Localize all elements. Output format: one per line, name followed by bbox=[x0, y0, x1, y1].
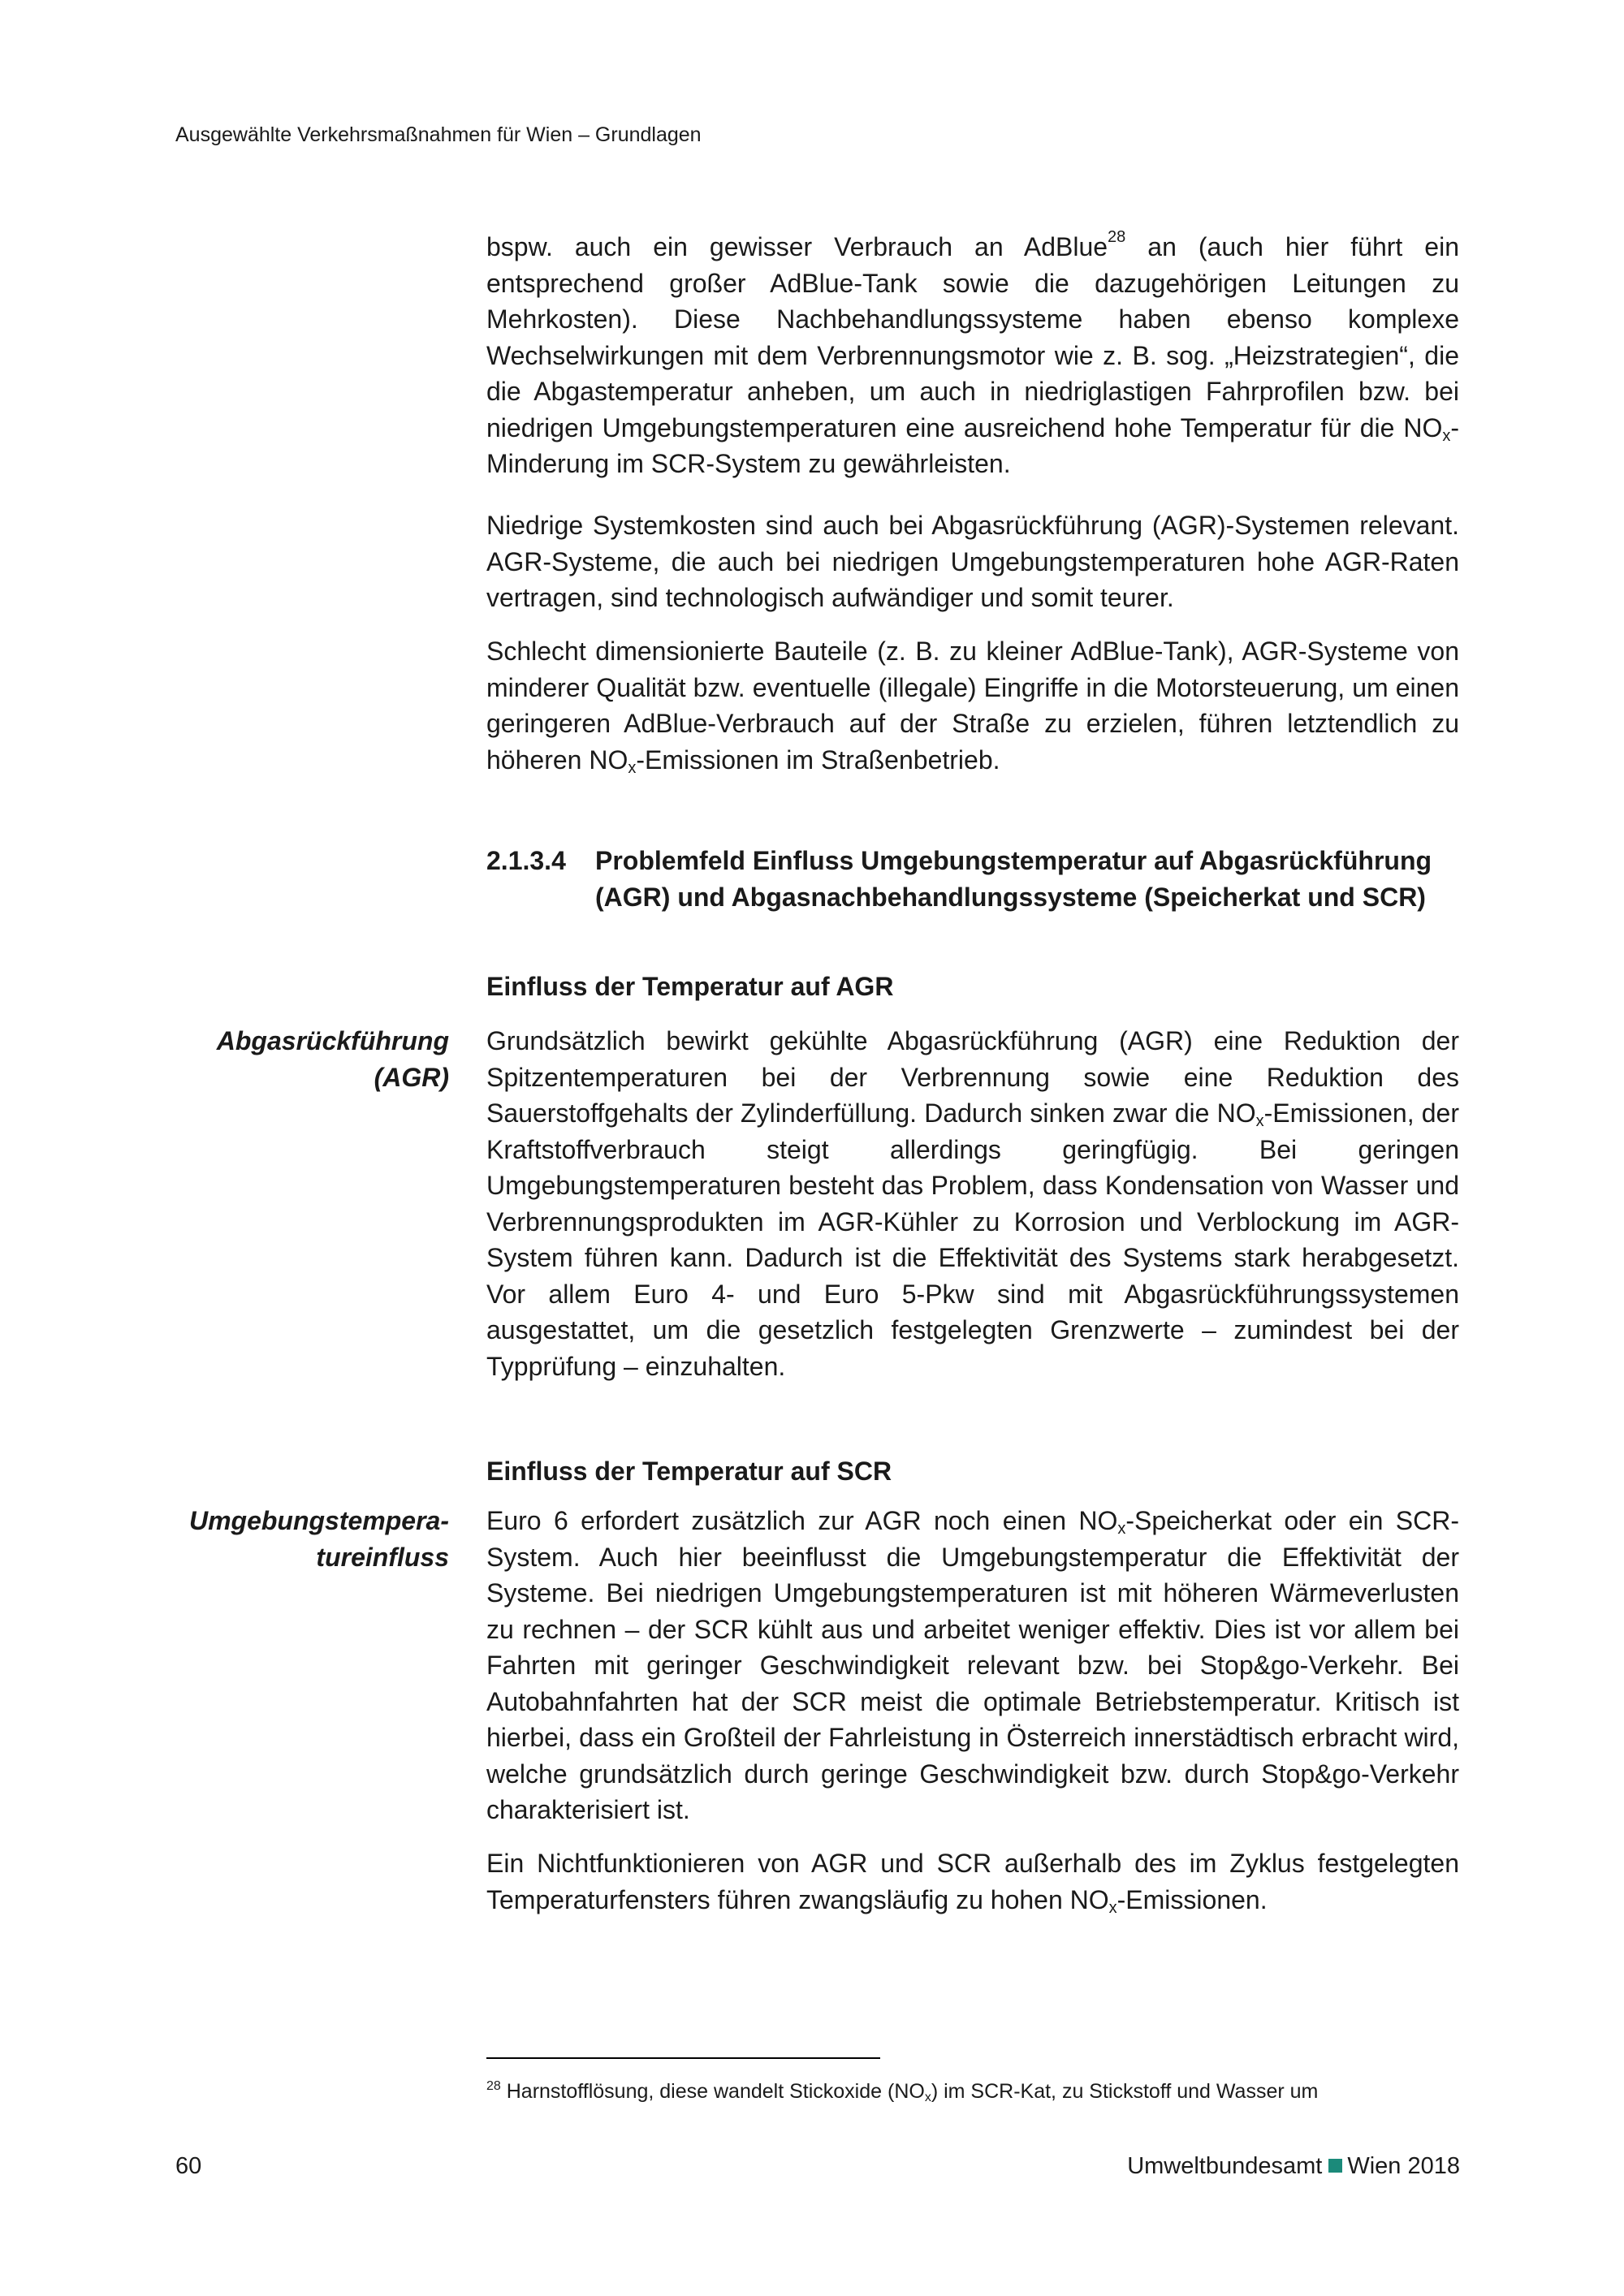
publisher-name: Umweltbundesamt bbox=[1127, 2153, 1323, 2179]
paragraph-4: Grundsätzlich bewirkt gekühlte Abgasrückführung (AGR) eine Reduktion der Spitzentemperaturen bei der Verbrennung sowie eine Reduktion des Sauerstoffgehalts der Zylinderfüllung. Dadurch sinken zwar die $NO_x$-Emissionen, der Kraftstoffverbrauch steigt allerdings geringfügig. Bei geringen Umgebungstemperaturen besteht das Problem, dass Kondensation von Wasser und Verbrennungsprodukten im AGR-Kühler zu Korrosion und Verblockung im AGR-System führen kann. Dadurch ist die Effektivität des Systems stark herabgesetzt. Vor allem Euro 4- und Euro 5-Pkw sind mit Abgasrückführungssystemen ausgestattet, um die gesetzlich festgelegten Grenzwerte – zumindest bei der Typprüfung – einzuhalten. bbox=[486, 1026, 1460, 1381]
paragraph-5: Euro 6 erfordert zusätzlich zur AGR noch einen $NO_x$-Speicherkat oder ein SCR-System. Auch hier beeinflusst die Umgebungstemperatur die Effektivität der Systeme. Bei niedrigen Umgebungstemperaturen ist mit höheren Wärmeverlusten zu rechnen – der SCR kühlt aus und arbeitet weniger effektiv. Dies ist vor allem bei Fahrten mit geringer Geschwindigkeit relevant bzw. bei Stop&go-Verkehr. Bei Autobahnfahrten hat der SCR meist die optimale Betriebstemperatur. Kritisch ist hierbei, dass ein Großteil der Fahrleistung in Österreich innerstädtisch erbracht wird, welche grundsätzlich durch geringe Geschwindigkeit bzw. durch Stop&go-Verkehr charakterisiert ist. bbox=[486, 1506, 1460, 1824]
section-number: 2.1.3.4 bbox=[486, 846, 566, 875]
paragraph-6: Ein Nichtfunktionieren von AGR und SCR außerhalb des im Zyklus festgelegten Temperaturfensters führen zwangsläufig zu hohen $NO_x$-Emissionen. bbox=[486, 1849, 1459, 1917]
footnote-separator bbox=[486, 2057, 880, 2059]
paragraph-1: bspw. auch ein gewisser Verbrauch an AdBlue$^{28}$ an (auch hier führt ein entsprechend großer AdBlue-Tank sowie die dazugehörigen Leitungen zu Mehrkosten). Diese Nachbehandlungssysteme haben ebenso komplexe Wechselwirkungen mit dem Verbrennungsmotor wie z. B. sog. „Heizstrategien“, die die Abgastemperatur anheben, um auch in niedriglastigen Fahrprofilen bzw. bei niedrigen Umgebungstemperaturen eine ausreichend hohe Temperatur für die $NO_x$-Minderung im SCR-System zu gewährleisten. bbox=[486, 228, 1460, 478]
footnote-ref[interactable]: 28 bbox=[1108, 228, 1126, 246]
paragraph-3: Schlecht dimensionierte Bauteile (z. B. zu kleiner AdBlue-Tank), AGR-Systeme von minderer Qualität bzw. eventuelle (illegale) Eingriffe in die Motorsteuerung, um einen geringeren AdBlue-Verbrauch auf der Straße zu erzielen, führen letztendlich zu höheren $NO_x$-Emissionen im Straßenbetrieb. bbox=[486, 637, 1459, 777]
running-head: Ausgewählte Verkehrsmaßnahmen für Wien – Grundlagen bbox=[175, 123, 702, 146]
footnote: $^{28}$ Harnstofflösung, diese wandelt Stickoxide $(NO_x)$ im SCR-Kat, zu Stickstoff und Wasser um bbox=[486, 2079, 1319, 2104]
margin-note-agr: Abgasrückführung (AGR) bbox=[216, 1026, 449, 1092]
section-title: Problemfeld Einfluss Umgebungstemperatur auf Abgasrückführung (AGR) und Abgasnachbehandlungssysteme (Speicherkat und SCR) bbox=[595, 846, 1432, 912]
margin-note-scr: Umgebungstempera- tureinfluss bbox=[188, 1506, 449, 1572]
publisher-year: Wien 2018 bbox=[1347, 2153, 1460, 2179]
section-heading bbox=[486, 843, 1459, 915]
square-icon bbox=[1328, 2159, 1342, 2173]
footer-publisher bbox=[1127, 2153, 1460, 2180]
subheading-agr: Einfluss der Temperatur auf AGR bbox=[486, 972, 894, 1001]
footnote-mark: 28 bbox=[486, 2079, 501, 2093]
paragraph-2: Niedrige Systemkosten sind auch bei Abgasrückführung (AGR)-Systemen relevant. AGR-Systeme, die auch bei niedrigen Umgebungstemperaturen hohe AGR-Raten vertragen, sind technologisch aufwändiger und somit teurer. bbox=[486, 511, 1459, 612]
subheading-scr: Einfluss der Temperatur auf SCR bbox=[486, 1457, 892, 1486]
page-number: 60 bbox=[175, 2153, 202, 2179]
